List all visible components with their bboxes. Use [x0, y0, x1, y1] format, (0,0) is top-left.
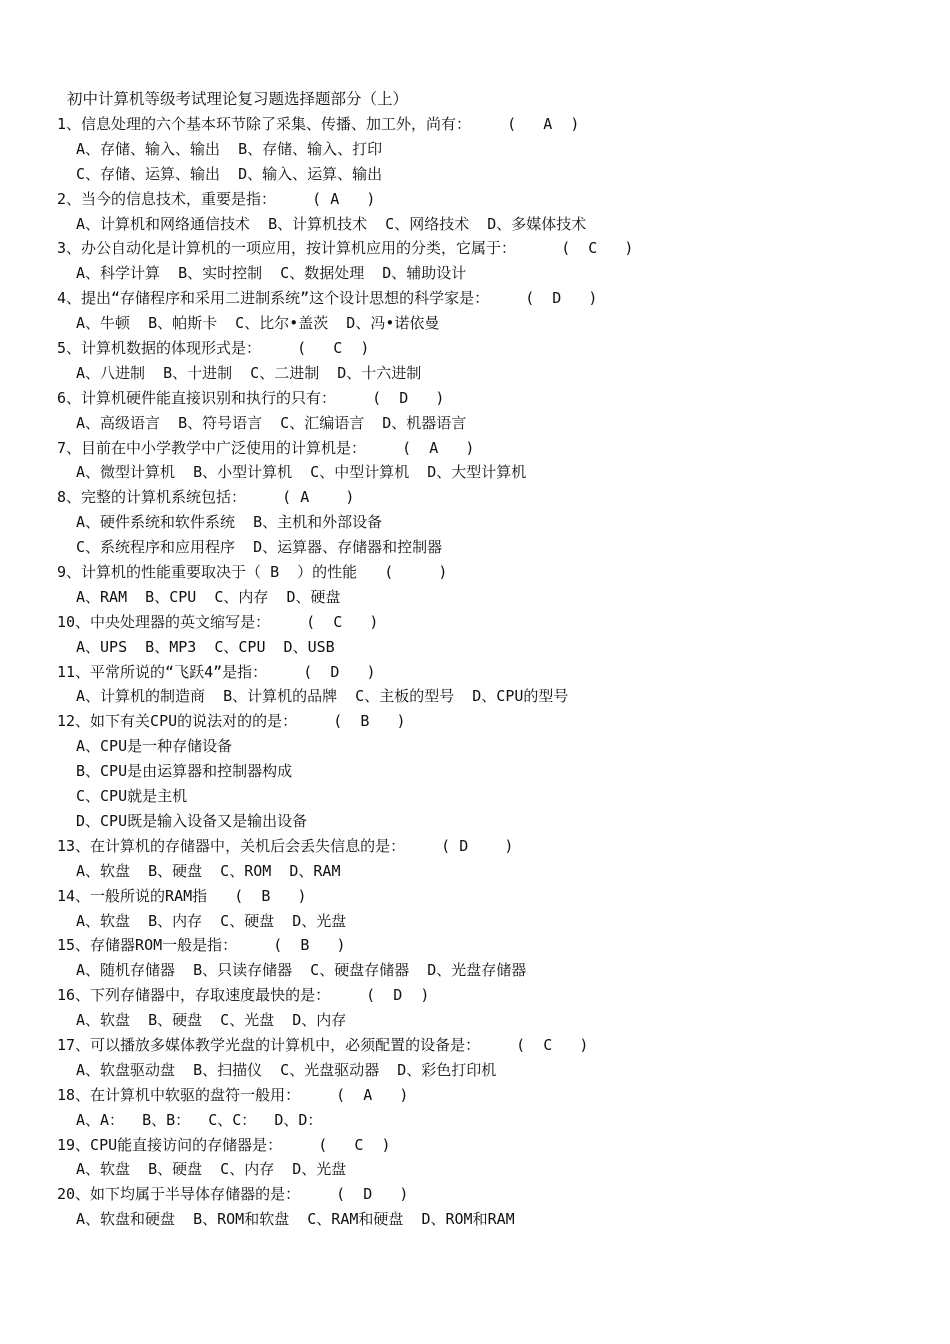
question-line: 4、提出“存储程序和采用二进制系统”这个设计思想的科学家是： ( D )	[57, 289, 598, 308]
answer-options-line: A、硬件系统和软件系统 B、主机和外部设备	[76, 513, 383, 532]
answer-options-line: A、CPU是一种存储设备	[76, 737, 233, 756]
question-line: 1、信息处理的六个基本环节除了采集、传播、加工外，尚有： ( A )	[57, 115, 580, 133]
answer-options-line: A、科学计算 B、实时控制 C、数据处理 D、辅助设计	[76, 264, 467, 283]
question-line: 5、计算机数据的体现形式是： ( C )	[57, 339, 370, 358]
question-list	[0, 112, 950, 1232]
answer-options-line: C、存储、运算、输出 D、输入、运算、输出	[76, 164, 383, 183]
question-line: 6、计算机硬件能直接识别和执行的只有： ( D )	[57, 388, 445, 407]
question-line: 16、下列存储器中，存取速度最快的是： ( D )	[57, 986, 430, 1005]
answer-options-line: A、软盘 B、硬盘 C、ROM D、RAM	[76, 861, 341, 880]
answer-options-line: A、存储、输入、输出 B、存储、输入、打印	[76, 139, 383, 158]
question-line: 19、CPU能直接访问的存储器是： ( C )	[57, 1135, 391, 1154]
answer-options-line: A、微型计算机 B、小型计算机 C、中型计算机 D、大型计算机	[76, 463, 527, 482]
question-line: 9、计算机的性能重要取决于（ B ）的性能 ( )	[57, 563, 448, 582]
answer-options-line: A、计算机的制造商 B、计算机的品牌 C、主板的型号 D、CPU的型号	[76, 687, 569, 706]
answer-options-line: A、高级语言 B、符号语言 C、汇编语言 D、机器语言	[76, 413, 467, 432]
question-line: 8、完整的计算机系统包括： ( A )	[57, 488, 355, 507]
question-line: 10、中央处理器的英文缩写是： ( C )	[57, 612, 379, 631]
question-line: 14、一般所说的RAM指 ( B )	[57, 886, 307, 905]
answer-options-line: B、CPU是由运算器和控制器构成	[76, 762, 293, 781]
answer-options-line: A、八进制 B、十进制 C、二进制 D、十六进制	[76, 363, 422, 382]
answer-options-line: A、软盘和硬盘 B、ROM和软盘 C、RAM和硬盘 D、ROM和RAM	[76, 1210, 515, 1229]
question-line: 7、目前在中小学教学中广泛使用的计算机是： ( A )	[57, 438, 475, 457]
question-line: 12、如下有关CPU的说法对的的是： ( B )	[57, 712, 406, 731]
answer-options-line: A、软盘 B、内存 C、硬盘 D、光盘	[76, 911, 347, 930]
answer-options-line: A、随机存储器 B、只读存储器 C、硬盘存储器 D、光盘存储器	[76, 961, 527, 980]
answer-options-line: A、RAM B、CPU C、内存 D、硬盘	[76, 587, 341, 606]
question-line: 18、在计算机中软驱的盘符一般用： ( A )	[57, 1085, 409, 1104]
answer-options-line: A、软盘 B、硬盘 C、内存 D、光盘	[76, 1160, 347, 1179]
question-line: 15、存储器ROM一般是指： ( B )	[57, 936, 346, 955]
answer-options-line: A、软盘 B、硬盘 C、光盘 D、内存	[76, 1011, 347, 1030]
question-line: 3、办公自动化是计算机的一项应用，按计算机应用的分类，它属于： ( C )	[57, 239, 634, 258]
question-line: 11、平常所说的“飞跃4”是指： ( D )	[57, 662, 376, 681]
answer-options-line: C、系统程序和应用程序 D、运算器、存储器和控制器	[76, 538, 443, 557]
answer-options-line: A、UPS B、MP3 C、CPU D、USB	[76, 637, 335, 656]
document-title: 初中计算机等级考试理论复习题选择题部分（上）	[67, 90, 409, 108]
question-line: 13、在计算机的存储器中，关机后会丢失信息的是： ( D )	[57, 836, 514, 855]
answer-options-line: D、CPU既是输入设备又是输出设备	[76, 811, 308, 830]
answer-options-line: A、牛顿 B、帕斯卡 C、比尔•盖茨 D、冯•诺依曼	[76, 314, 440, 333]
answer-options-line: A、计算机和网络通信技术 B、计算机技术 C、网络技术 D、多媒体技术	[76, 214, 587, 233]
question-line: 2、当今的信息技术，重要是指： ( A )	[57, 189, 376, 208]
answer-options-line: A、软盘驱动盘 B、扫描仪 C、光盘驱动器 D、彩色打印机	[76, 1060, 497, 1079]
question-line: 20、如下均属于半导体存储器的是： ( D )	[57, 1185, 409, 1204]
answer-options-line: C、CPU就是主机	[76, 787, 188, 806]
answer-options-line: A、A： B、B： C、C： D、D：	[76, 1110, 323, 1129]
question-line: 17、可以播放多媒体教学光盘的计算机中，必须配置的设备是： ( C )	[57, 1035, 589, 1054]
